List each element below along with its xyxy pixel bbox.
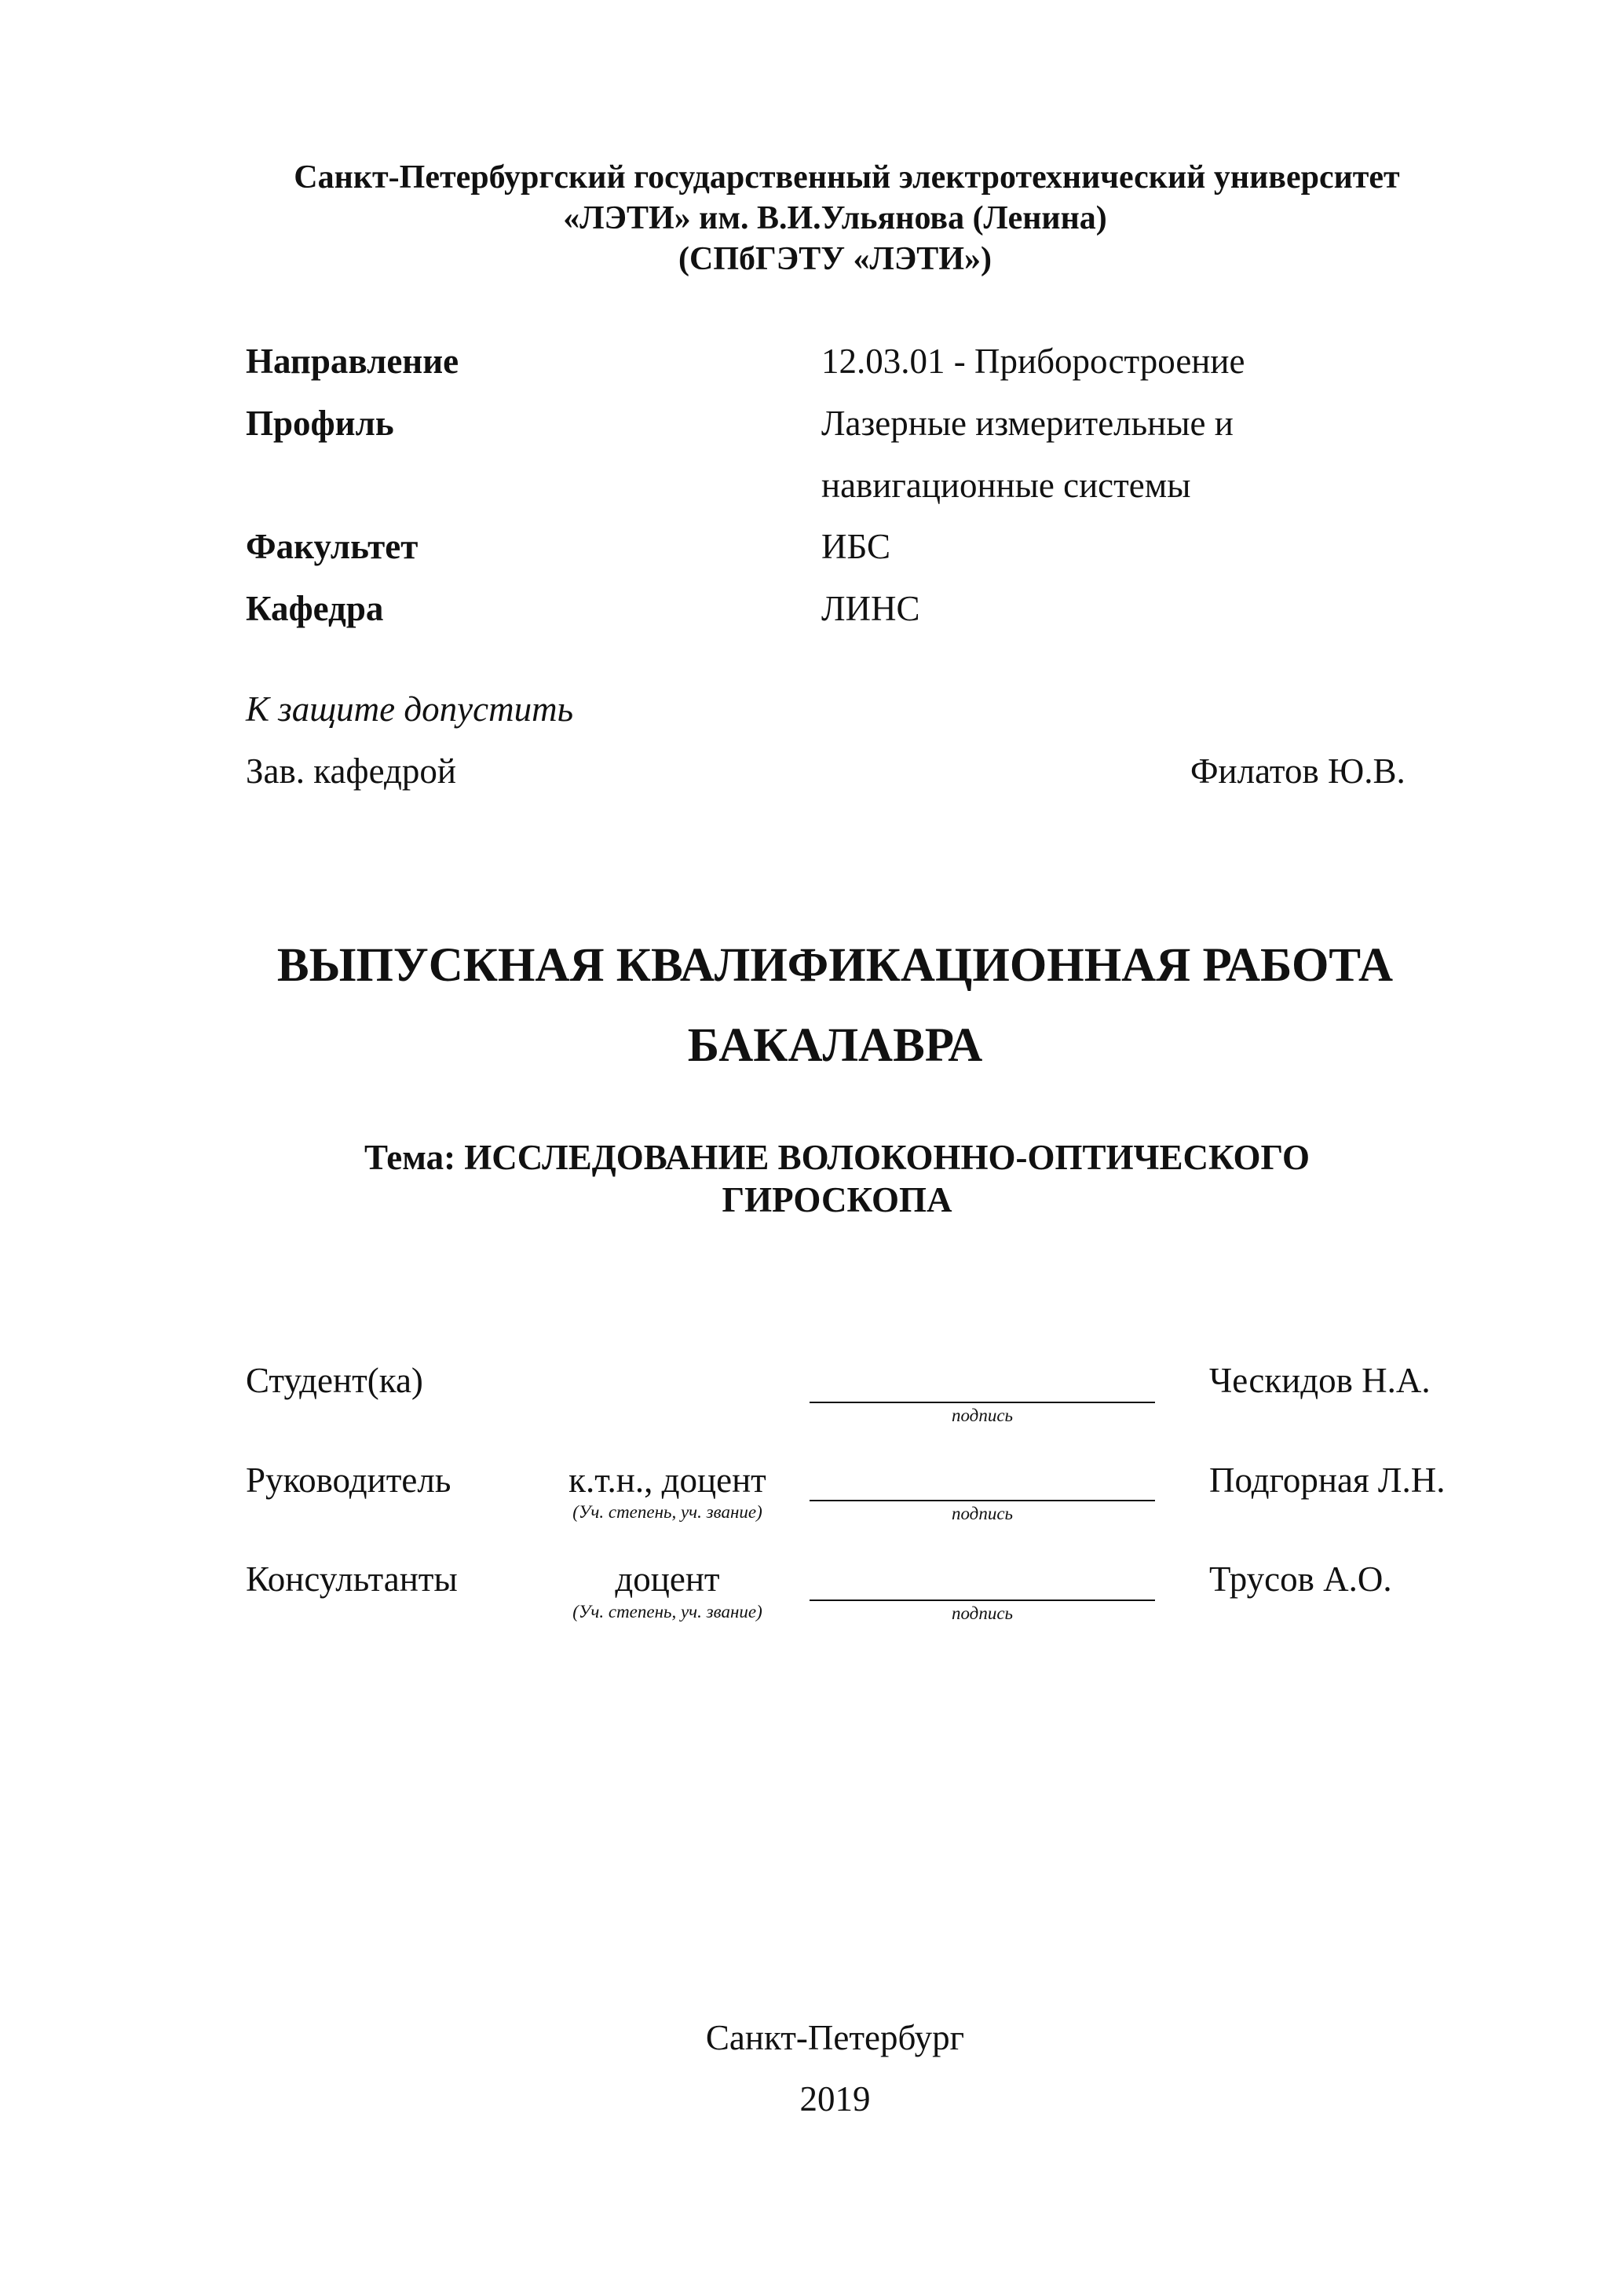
department-label: Кафедра	[246, 589, 384, 628]
direction-label: Направление	[246, 342, 459, 381]
consultant-signature-line	[810, 1600, 1155, 1601]
student-signature-line	[810, 1402, 1155, 1403]
supervisor-degree-caption: (Уч. степень, уч. звание)	[572, 1502, 762, 1522]
faculty-label: Факультет	[246, 527, 419, 566]
university-abbreviation: (СПбГЭТУ «ЛЭТИ»)	[678, 241, 992, 277]
faculty-value: ИБС	[821, 527, 891, 566]
head-of-department-label: Зав. кафедрой	[246, 751, 456, 791]
topic-line2: ГИРОСКОПА	[722, 1180, 952, 1219]
profile-value: Лазерные измерительные и	[821, 404, 1234, 443]
consultants-role: Консультанты	[246, 1559, 458, 1599]
city: Санкт-Петербург	[705, 2018, 965, 2057]
approval-note: К защите допустить	[246, 689, 574, 729]
consultant-name: Трусов А.О.	[1209, 1559, 1392, 1599]
supervisor-role: Руководитель	[246, 1461, 451, 1500]
student-name: Ческидов Н.А.	[1209, 1361, 1431, 1400]
supervisor-signature-caption: подпись	[951, 1504, 1013, 1523]
profile-label: Профиль	[246, 404, 394, 443]
student-role: Студент(ка)	[246, 1361, 423, 1400]
head-of-department-name: Филатов Ю.В.	[1190, 751, 1406, 791]
university-name-line1: Санкт-Петербургский государственный электротехнический университет	[294, 159, 1400, 196]
topic-line1: Тема: ИССЛЕДОВАНИЕ ВОЛОКОННО-ОПТИЧЕСКОГО	[364, 1138, 1310, 1177]
work-title-line2: БАКАЛАВРА	[687, 1019, 983, 1072]
direction-value: 12.03.01 - Приборостроение	[821, 342, 1245, 381]
year: 2019	[799, 2079, 871, 2119]
consultant-degree-caption: (Уч. степень, уч. звание)	[572, 1602, 762, 1621]
profile-value-continued: навигационные системы	[821, 466, 1191, 505]
student-signature-caption: подпись	[951, 1406, 1013, 1425]
work-title-line1: ВЫПУСКНАЯ КВАЛИФИКАЦИОННАЯ РАБОТА	[276, 939, 1394, 992]
department-value: ЛИНС	[821, 589, 920, 628]
consultant-signature-caption: подпись	[951, 1603, 1013, 1623]
supervisor-name: Подгорная Л.Н.	[1209, 1461, 1446, 1500]
supervisor-degree: к.т.н., доцент	[568, 1461, 766, 1500]
supervisor-signature-line	[810, 1500, 1155, 1501]
university-name-line2: «ЛЭТИ» им. В.И.Ульянова (Ленина)	[563, 200, 1107, 236]
consultant-degree: доцент	[615, 1559, 720, 1599]
